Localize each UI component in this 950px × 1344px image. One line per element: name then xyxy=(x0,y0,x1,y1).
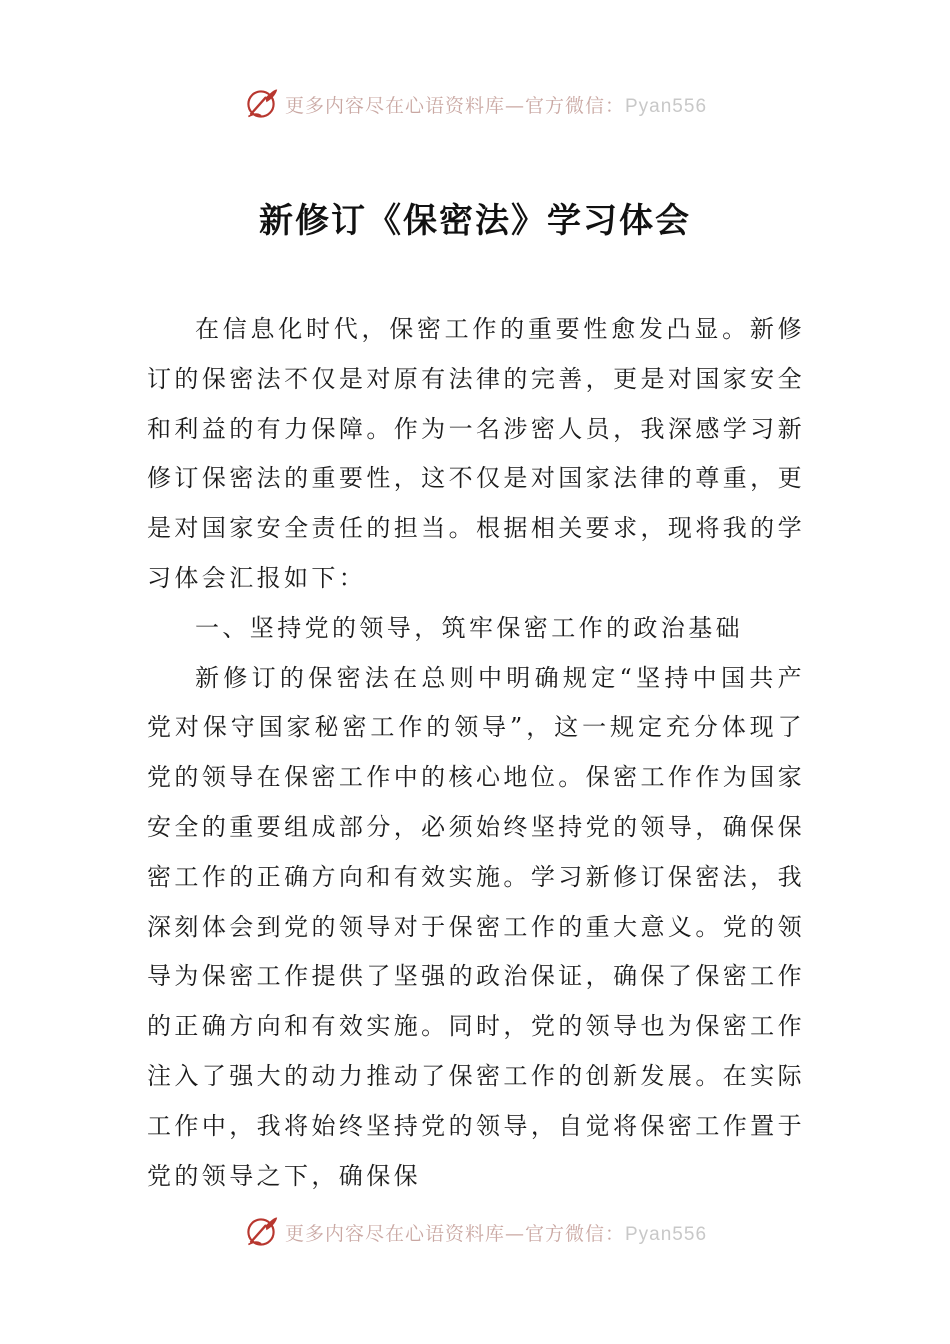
document-body xyxy=(147,305,805,1201)
paragraph-section-1: 新修订的保密法在总则中明确规定“坚持中国共产党对保守国家秘密工作的领导”，这一规定充分体现了党的领导在保密工作中的核心地位。保密工作作为国家安全的重要组成部分，必须始终坚持党的领导，确保保密工作的正确方向和有效实施。学习新修订保密法，我深刻体会到党的领导对于保密工作的重大意义。党的领导为保密工作提供了坚强的政治保证，确保了保密工作的正确方向和有效实施。同时，党的领导也为保密工作注入了强大的动力推动了保密工作的创新发展。在实际工作中，我将始终坚持党的领导，自觉将保密工作置于党的领导之下，确保保 xyxy=(147,663,805,1190)
quill-logo-icon xyxy=(243,86,279,122)
quill-logo-icon xyxy=(243,1214,279,1250)
footer-watermark-banner xyxy=(0,1212,950,1252)
document-title: 新修订《保密法》学习体会 xyxy=(259,200,691,241)
section-heading-1: 一、坚持党的领导，筑牢保密工作的政治基础 xyxy=(195,613,743,642)
wechat-id: Pyan556 xyxy=(625,1223,708,1245)
wechat-id: Pyan556 xyxy=(625,95,708,117)
watermark-text: 更多内容尽在心语资料库—官方微信：Pyan556 xyxy=(284,1222,708,1245)
header-watermark-banner xyxy=(0,84,950,124)
watermark-text: 更多内容尽在心语资料库—官方微信：Pyan556 xyxy=(284,94,708,117)
paragraph-intro: 在信息化时代，保密工作的重要性愈发凸显。新修订的保密法不仅是对原有法律的完善，更是对国家安全和利益的有力保障。作为一名涉密人员，我深感学习新修订保密法的重要性，这不仅是对国家法律的尊重，更是对国家安全责任的担当。根据相关要求，现将我的学习体会汇报如下： xyxy=(147,315,805,592)
